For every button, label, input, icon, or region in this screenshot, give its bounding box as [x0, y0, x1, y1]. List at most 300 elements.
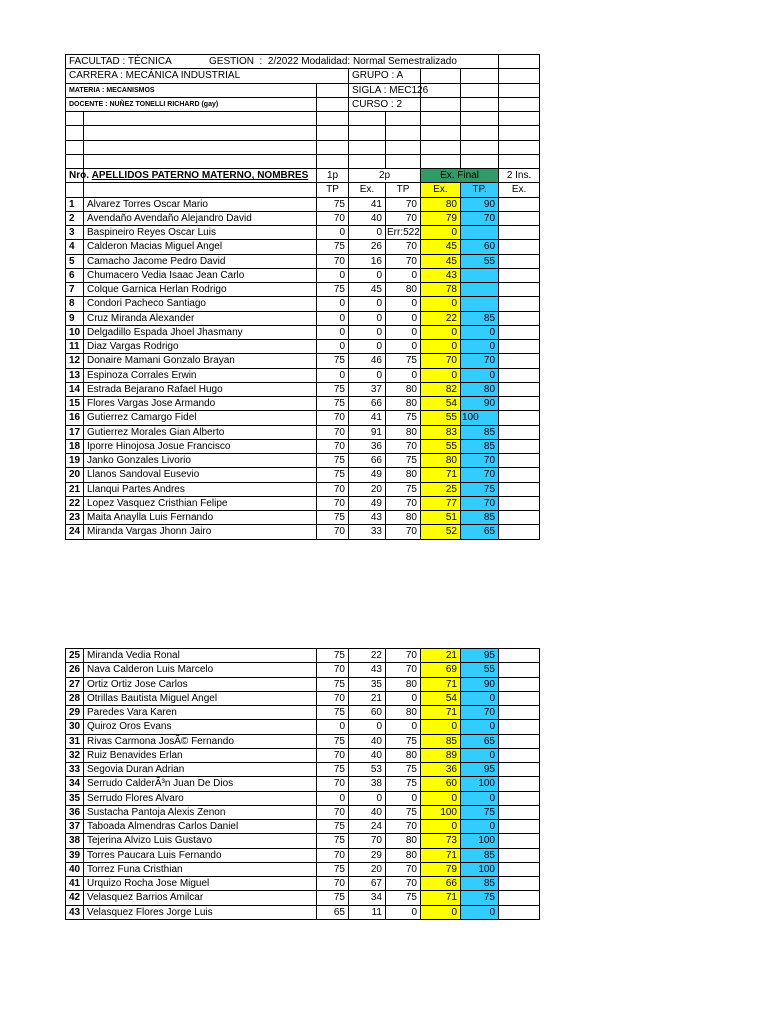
student-nro: 19 [66, 454, 84, 468]
grade-2p-ex: 43 [349, 663, 386, 677]
student-nro: 43 [66, 905, 84, 919]
grade-final-tp: 80 [461, 382, 499, 396]
grade-final-tp: 90 [461, 677, 499, 691]
student-name: Chumacero Vedia Isaac Jean Carlo [84, 268, 317, 282]
grade-final-ex: 43 [421, 268, 461, 282]
gestion-label: GESTION : 2/2022 Modalidad: Normal Semestralizado [209, 56, 457, 68]
student-nro: 11 [66, 340, 84, 354]
student-row [66, 862, 540, 876]
grade-final-tp: 90 [461, 197, 499, 211]
teacher-row [66, 97, 540, 111]
student-row [66, 877, 540, 891]
grade-final-ex: 71 [421, 468, 461, 482]
grade-final-tp: 60 [461, 240, 499, 254]
grade-2ins-ex [499, 720, 540, 734]
grade-final-tp [461, 268, 499, 282]
empty-cell [84, 154, 317, 168]
empty-cell [386, 126, 421, 140]
grade-2p-tp: 80 [386, 706, 421, 720]
student-name: Lopez Vasquez Cristhian Felipe [84, 496, 317, 510]
grade-2ins-ex [499, 511, 540, 525]
course-label: CURSO : 2 [349, 97, 421, 111]
student-row [66, 834, 540, 848]
grade-2p-ex: 20 [349, 862, 386, 876]
subject-row [66, 83, 540, 97]
student-nro: 18 [66, 439, 84, 453]
grade-2p-ex: 60 [349, 706, 386, 720]
student-row [66, 226, 540, 240]
grade-final-tp [461, 226, 499, 240]
student-nro: 14 [66, 382, 84, 396]
grade-2p-tp: 0 [386, 268, 421, 282]
grade-2ins-ex [499, 297, 540, 311]
grade-final-tp [461, 283, 499, 297]
grade-2ins-ex [499, 454, 540, 468]
empty-cell [349, 126, 386, 140]
student-row [66, 511, 540, 525]
grade-2p-tp: 75 [386, 482, 421, 496]
empty-cell [84, 126, 317, 140]
grade-final-tp: 0 [461, 325, 499, 339]
grade-final-ex: 0 [421, 368, 461, 382]
grade-2p-ex: 0 [349, 311, 386, 325]
student-name: Cruz Miranda Alexander [84, 311, 317, 325]
grade-final-ex: 85 [421, 734, 461, 748]
grade-1p-tp: 75 [317, 354, 349, 368]
student-name: Otrillas Bautista Miguel Angel [84, 691, 317, 705]
faculty-gestion-cell [66, 55, 499, 69]
subheader-1p-tp: TP [317, 183, 349, 197]
grade-2ins-ex [499, 525, 540, 539]
student-row [66, 482, 540, 496]
grade-2p-tp: 70 [386, 862, 421, 876]
grade-2p-ex: 40 [349, 748, 386, 762]
grade-2ins-ex [499, 706, 540, 720]
grade-2p-ex: 66 [349, 397, 386, 411]
grade-2p-tp: 70 [386, 211, 421, 225]
grade-2p-tp: 80 [386, 382, 421, 396]
grade-2p-tp: 75 [386, 891, 421, 905]
grade-1p-tp: 70 [317, 482, 349, 496]
student-row [66, 368, 540, 382]
grade-2ins-ex [499, 340, 540, 354]
student-list-part-2 [66, 649, 540, 920]
grade-2p-ex: 35 [349, 677, 386, 691]
faculty-row [66, 55, 540, 69]
grade-2ins-ex [499, 805, 540, 819]
empty-cell [84, 112, 317, 126]
grade-2p-ex: 11 [349, 905, 386, 919]
grade-2p-ex: 40 [349, 805, 386, 819]
grade-1p-tp: 75 [317, 511, 349, 525]
student-nro: 2 [66, 211, 84, 225]
grade-2p-ex: 0 [349, 226, 386, 240]
grade-final-ex: 54 [421, 691, 461, 705]
grade-2p-tp: 0 [386, 691, 421, 705]
grade-final-ex: 83 [421, 425, 461, 439]
grade-final-tp: 55 [461, 663, 499, 677]
grade-final-tp: 90 [461, 397, 499, 411]
grade-1p-tp: 75 [317, 734, 349, 748]
grade-final-ex: 80 [421, 197, 461, 211]
grade-final-ex: 0 [421, 820, 461, 834]
student-row [66, 891, 540, 905]
grade-final-ex: 71 [421, 848, 461, 862]
empty-cell [317, 154, 349, 168]
student-row [66, 791, 540, 805]
student-row [66, 254, 540, 268]
grade-1p-tp: 75 [317, 397, 349, 411]
student-nro: 26 [66, 663, 84, 677]
grade-2p-ex: 0 [349, 268, 386, 282]
grade-1p-tp: 75 [317, 891, 349, 905]
empty-cell [499, 154, 540, 168]
header-1p: 1p [317, 169, 349, 183]
empty-cell [84, 183, 317, 197]
header-nro: Nro. [66, 169, 84, 183]
grade-2ins-ex [499, 254, 540, 268]
student-name: Rivas Carmona JosÃ© Fernando [84, 734, 317, 748]
grade-final-tp: 0 [461, 368, 499, 382]
empty-cell [421, 126, 461, 140]
grade-2ins-ex [499, 848, 540, 862]
grade-1p-tp: 75 [317, 677, 349, 691]
grade-final-ex: 22 [421, 311, 461, 325]
grade-1p-tp: 70 [317, 877, 349, 891]
grade-1p-tp: 75 [317, 197, 349, 211]
student-nro: 33 [66, 763, 84, 777]
student-row [66, 468, 540, 482]
grade-final-tp: 70 [461, 211, 499, 225]
student-name: Torrez Funa Cristhian [84, 862, 317, 876]
empty-cell [66, 183, 84, 197]
empty-cell [461, 112, 499, 126]
grade-final-ex: 73 [421, 834, 461, 848]
subheader-2ins-ex: Ex. [499, 183, 540, 197]
grade-1p-tp: 0 [317, 325, 349, 339]
grade-2p-tp: 0 [386, 791, 421, 805]
grade-2p-ex: 33 [349, 525, 386, 539]
grade-1p-tp: 75 [317, 834, 349, 848]
student-row [66, 525, 540, 539]
student-row [66, 777, 540, 791]
header-2nd-instance: 2 Ins. [499, 169, 540, 183]
grade-2p-ex: 0 [349, 368, 386, 382]
student-nro: 41 [66, 877, 84, 891]
student-name: Janko Gonzales Livorio [84, 454, 317, 468]
student-row [66, 663, 540, 677]
empty-cell [84, 140, 317, 154]
empty-cell [317, 97, 349, 111]
student-row [66, 677, 540, 691]
grade-2p-tp: 70 [386, 525, 421, 539]
empty-cell [66, 140, 84, 154]
grade-2ins-ex [499, 368, 540, 382]
grade-2p-tp: 0 [386, 905, 421, 919]
grade-final-tp: 95 [461, 763, 499, 777]
grade-2ins-ex [499, 411, 540, 425]
student-row [66, 454, 540, 468]
student-nro: 21 [66, 482, 84, 496]
student-name: Quiroz Oros Evans [84, 720, 317, 734]
student-name: Donaire Mamani Gonzalo Brayan [84, 354, 317, 368]
grade-2p-ex: 0 [349, 720, 386, 734]
grade-final-tp: 55 [461, 254, 499, 268]
student-name: Nava Calderon Luis Marcelo [84, 663, 317, 677]
group-label: GRUPO : A [349, 69, 421, 83]
grade-final-ex: 51 [421, 511, 461, 525]
student-name: Espinoza Corrales Erwin [84, 368, 317, 382]
grade-final-tp: 100 [461, 777, 499, 791]
student-nro: 42 [66, 891, 84, 905]
grade-final-ex: 71 [421, 706, 461, 720]
grade-1p-tp: 75 [317, 454, 349, 468]
grade-1p-tp: 0 [317, 268, 349, 282]
empty-cell [421, 97, 461, 111]
grade-2p-tp: 80 [386, 511, 421, 525]
grade-2p-ex: 24 [349, 820, 386, 834]
student-name: Maita Anaylla Luis Fernando [84, 511, 317, 525]
student-nro: 39 [66, 848, 84, 862]
student-nro: 25 [66, 649, 84, 663]
empty-cell [349, 154, 386, 168]
grade-1p-tp: 70 [317, 748, 349, 762]
grade-2p-tp: 0 [386, 720, 421, 734]
empty-cell [461, 154, 499, 168]
grade-1p-tp: 0 [317, 226, 349, 240]
empty-cell [317, 126, 349, 140]
student-nro: 16 [66, 411, 84, 425]
grade-final-tp: 0 [461, 748, 499, 762]
grade-final-ex: 0 [421, 325, 461, 339]
student-name: Tejerina Alvizo Luis Gustavo [84, 834, 317, 848]
header-final-exam: Ex. Final [421, 169, 499, 183]
student-name: Calderon Macias Miguel Angel [84, 240, 317, 254]
grade-final-ex: 25 [421, 482, 461, 496]
grade-1p-tp: 75 [317, 240, 349, 254]
empty-cell [499, 126, 540, 140]
student-nro: 17 [66, 425, 84, 439]
grade-2ins-ex [499, 663, 540, 677]
student-row [66, 848, 540, 862]
header-names: APELLIDOS PATERNO MATERNO, NOMBRES [84, 169, 317, 183]
grade-2p-ex: 41 [349, 411, 386, 425]
grade-final-tp: 85 [461, 425, 499, 439]
faculty-label: FACULTAD : TÉCNICA [69, 56, 172, 68]
grade-final-ex: 45 [421, 254, 461, 268]
student-row [66, 340, 540, 354]
grade-2ins-ex [499, 354, 540, 368]
grade-2p-ex: 0 [349, 791, 386, 805]
grade-final-tp: 65 [461, 734, 499, 748]
student-name: Taboada Almendras Carlos Daniel [84, 820, 317, 834]
student-nro: 1 [66, 197, 84, 211]
grade-2p-ex: 40 [349, 734, 386, 748]
career-row [66, 69, 540, 83]
grade-final-ex: 55 [421, 439, 461, 453]
grade-2ins-ex [499, 748, 540, 762]
empty-cell [317, 83, 349, 97]
grade-2p-ex: 0 [349, 325, 386, 339]
grade-2p-tp: 75 [386, 734, 421, 748]
grade-2ins-ex [499, 311, 540, 325]
grade-2p-tp: 80 [386, 425, 421, 439]
empty-cell [317, 112, 349, 126]
grade-final-tp: 0 [461, 820, 499, 834]
student-nro: 40 [66, 862, 84, 876]
grade-2p-ex: 0 [349, 297, 386, 311]
subheader-2p-tp: TP [386, 183, 421, 197]
grade-2p-tp: 80 [386, 834, 421, 848]
grade-2p-ex: 46 [349, 354, 386, 368]
student-name: Baspineiro Reyes Oscar Luis [84, 226, 317, 240]
grade-2ins-ex [499, 283, 540, 297]
grade-2ins-ex [499, 691, 540, 705]
teacher-label: DOCENTE : NUÑEZ TONELLI RICHARD (gay) [66, 97, 317, 111]
student-row [66, 720, 540, 734]
student-nro: 29 [66, 706, 84, 720]
student-name: Delgadillo Espada Jhoel Jhasmany [84, 325, 317, 339]
grade-final-ex: 0 [421, 720, 461, 734]
student-nro: 32 [66, 748, 84, 762]
student-row [66, 197, 540, 211]
grade-2p-tp: 75 [386, 777, 421, 791]
empty-cell [386, 140, 421, 154]
student-name: Urquizo Rocha Jose Miguel [84, 877, 317, 891]
grade-2p-ex: 91 [349, 425, 386, 439]
grade-2ins-ex [499, 268, 540, 282]
student-name: Serrudo CalderÃ³n Juan De Dios [84, 777, 317, 791]
grade-2ins-ex [499, 197, 540, 211]
grade-final-tp [461, 297, 499, 311]
empty-row [66, 154, 540, 168]
student-row [66, 691, 540, 705]
grade-2p-ex: 67 [349, 877, 386, 891]
grade-2ins-ex [499, 240, 540, 254]
student-row [66, 268, 540, 282]
grade-1p-tp: 75 [317, 820, 349, 834]
grade-2p-tp: 0 [386, 340, 421, 354]
student-nro: 4 [66, 240, 84, 254]
grade-2p-tp: 70 [386, 820, 421, 834]
grade-1p-tp: 0 [317, 791, 349, 805]
empty-cell [66, 126, 84, 140]
grade-final-ex: 66 [421, 877, 461, 891]
student-nro: 24 [66, 525, 84, 539]
grade-final-ex: 71 [421, 891, 461, 905]
grade-1p-tp: 70 [317, 805, 349, 819]
student-name: Condori Pacheco Santiago [84, 297, 317, 311]
grade-2ins-ex [499, 439, 540, 453]
grade-2p-ex: 66 [349, 454, 386, 468]
student-name: Diaz Vargas Rodrigo [84, 340, 317, 354]
grade-2p-tp: 75 [386, 354, 421, 368]
grade-final-tp: 70 [461, 706, 499, 720]
student-nro: 8 [66, 297, 84, 311]
grade-final-tp: 70 [461, 454, 499, 468]
grade-2p-ex: 41 [349, 197, 386, 211]
grade-final-ex: 54 [421, 397, 461, 411]
student-row [66, 734, 540, 748]
empty-cell [499, 140, 540, 154]
column-subheader-row [66, 183, 540, 197]
empty-row [66, 126, 540, 140]
grade-2p-tp: 70 [386, 649, 421, 663]
grade-2p-ex: 22 [349, 649, 386, 663]
student-name: Sustacha Pantoja Alexis Zenon [84, 805, 317, 819]
student-name: Llanqui Partes Andres [84, 482, 317, 496]
grade-2p-ex: 29 [349, 848, 386, 862]
student-name: Gutierrez Morales Gian Alberto [84, 425, 317, 439]
grade-1p-tp: 75 [317, 382, 349, 396]
grade-1p-tp: 70 [317, 411, 349, 425]
grade-2p-tp: 70 [386, 254, 421, 268]
grade-2p-tp: 70 [386, 197, 421, 211]
student-row [66, 706, 540, 720]
student-nro: 13 [66, 368, 84, 382]
grade-final-ex: 100 [421, 805, 461, 819]
student-row [66, 439, 540, 453]
grade-2ins-ex [499, 397, 540, 411]
student-nro: 5 [66, 254, 84, 268]
student-row [66, 425, 540, 439]
subheader-final-tp: TP. [461, 183, 499, 197]
grade-2p-ex: 70 [349, 834, 386, 848]
grade-1p-tp: 75 [317, 283, 349, 297]
student-name: Paredes Vara Karen [84, 706, 317, 720]
grade-1p-tp: 0 [317, 311, 349, 325]
grade-2ins-ex [499, 791, 540, 805]
grade-1p-tp: 70 [317, 663, 349, 677]
grade-2p-ex: 38 [349, 777, 386, 791]
grade-1p-tp: 70 [317, 439, 349, 453]
student-nro: 27 [66, 677, 84, 691]
grade-final-ex: 0 [421, 297, 461, 311]
grade-final-ex: 0 [421, 226, 461, 240]
grade-2p-ex: 20 [349, 482, 386, 496]
student-name: Estrada Bejarano Rafael Hugo [84, 382, 317, 396]
grade-1p-tp: 70 [317, 211, 349, 225]
grade-2p-ex: 26 [349, 240, 386, 254]
grade-1p-tp: 65 [317, 905, 349, 919]
grade-final-ex: 45 [421, 240, 461, 254]
grade-final-tp: 100 [461, 862, 499, 876]
student-row [66, 211, 540, 225]
grade-final-ex: 77 [421, 496, 461, 510]
grade-2p-ex: 21 [349, 691, 386, 705]
student-name: Velasquez Flores Jorge Luis [84, 905, 317, 919]
grade-final-tp: 0 [461, 340, 499, 354]
grade-1p-tp: 70 [317, 425, 349, 439]
grade-2p-ex: 40 [349, 211, 386, 225]
grade-1p-tp: 70 [317, 525, 349, 539]
student-nro: 35 [66, 791, 84, 805]
grade-final-tp: 65 [461, 525, 499, 539]
empty-cell [499, 69, 540, 83]
empty-cell [66, 154, 84, 168]
grade-final-ex: 52 [421, 525, 461, 539]
grade-2p-tp: 80 [386, 468, 421, 482]
grade-1p-tp: 75 [317, 468, 349, 482]
student-name: Flores Vargas Jose Armando [84, 397, 317, 411]
grade-final-ex: 69 [421, 663, 461, 677]
grade-2p-tp: 0 [386, 368, 421, 382]
student-row [66, 297, 540, 311]
student-row [66, 382, 540, 396]
grade-1p-tp: 0 [317, 297, 349, 311]
grade-2ins-ex [499, 820, 540, 834]
grade-2ins-ex [499, 382, 540, 396]
